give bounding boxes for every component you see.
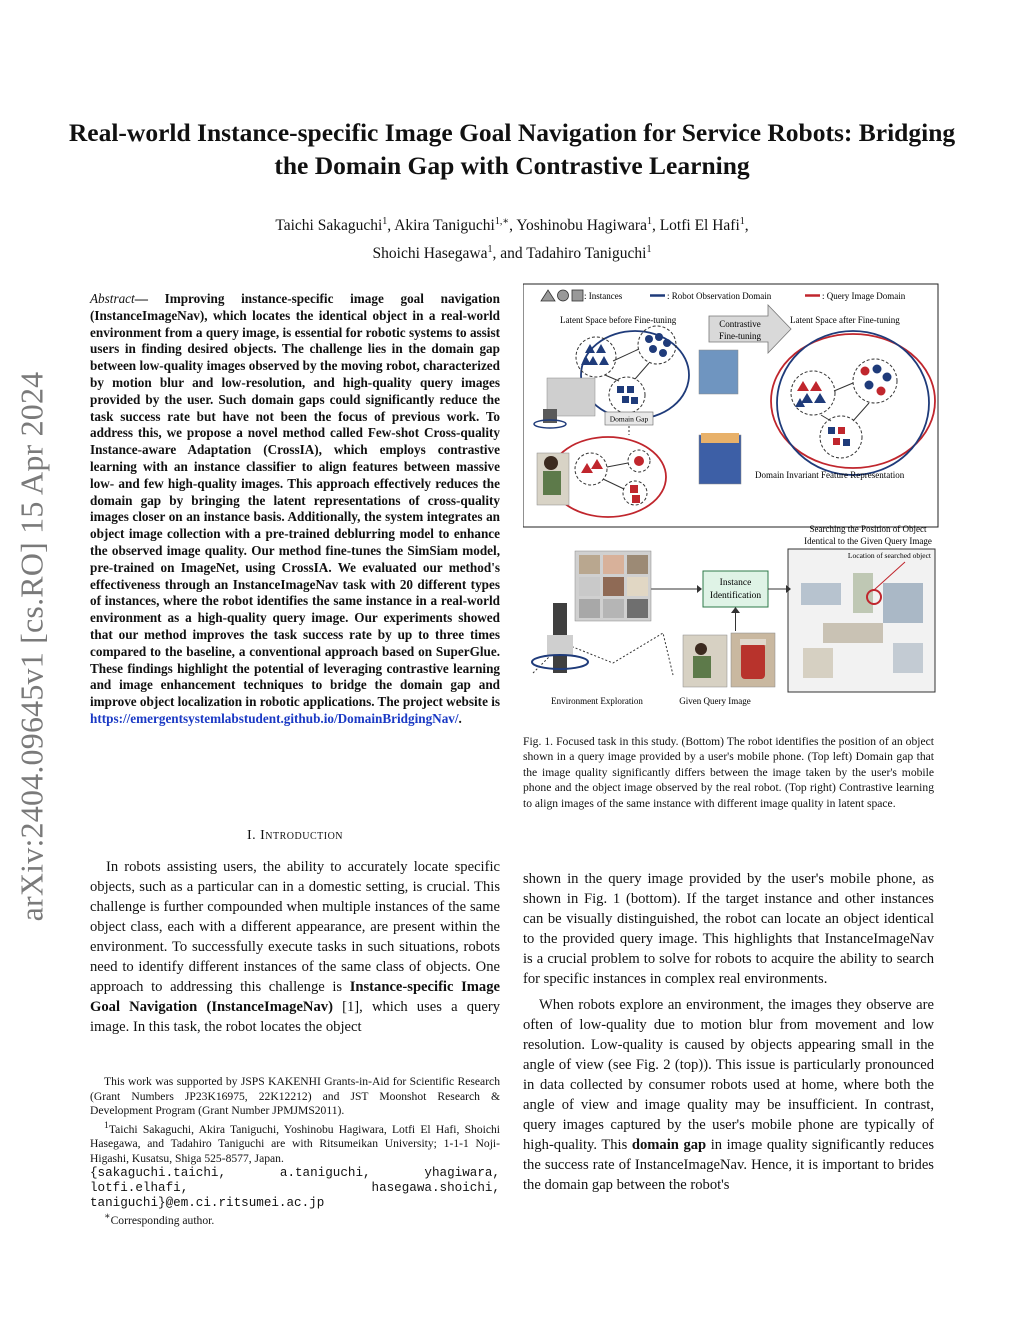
author-affiliation-marker: 1 — [739, 216, 745, 227]
legend-triangle-icon — [541, 290, 555, 301]
explore-to-id-arrowhead — [697, 585, 702, 593]
searching-label-2: Identical to the Given Query Image — [804, 536, 932, 546]
abstract-body: — Improving instance-specific image goal navigation (InstanceImageNav), which locates the identical object in a real-world environment from a query image, is essential for robotic systems to assist users in finding desired objects. The challenge lies in the domain gap between low-quality images observed by the moving robot, characterized by motion blur and low-resolution, and high-quality query images provided by the user. Such domain gaps could significantly reduce the task success rate but have not been the focus of previous work. To address this, we propose a novel method called Few-shot Cross-quality Instance-aware Adaptation (CrossIA), which employs contrastive learning with an instance classifier to align features between massive low- and few high-quality images. This approach effectively reduces the domain gap by bringing the latent representations of cross-quality images closer on an instance basis. Additionally, the system integrates an object image collection with a pre-trained deblurring model to enhance the observed image quality. Our method fine-tunes the SimSiam model, pre-trained on ImageNet, using CrossIA. We evaluated our method's effectiveness through an InstanceImageNav task with 20 different types of instances, where the robot identifies the same instance in a real-world environment as a high-quality query image. Our experiments showed that our method improves the task success rate by up to three times compared to the baseline, a conventional approach based on SuperGlue. These findings highlight the potential of leveraging contrastive learning and image enhancement techniques to bridge the domain gap and improve object localization in robotic applications. The project website is — [90, 291, 501, 710]
author-affiliation-marker: 1 — [487, 244, 493, 256]
right-p2-part-1: When robots explore an environment, the images they observe are often of low-quality due to motion blur from movement and low resolution. Low-quality is caused by objects appearing small in the angle of view (see Fig. 2 (top)). This issue is particularly pronounced in data collected by consumer robots used at home, where both the angle of view and image quality may be insufficient. In contrast, query images captured by the user's mobile phone are typically of high-quality. This — [523, 997, 934, 1153]
instance-clusters-aligned — [791, 359, 897, 458]
section-heading-text: I. Introduction — [246, 828, 344, 843]
footnote-corresponding-marker: ∗ — [104, 1211, 111, 1223]
author-list — [150, 210, 874, 266]
user-body-icon — [543, 471, 561, 495]
footnote-corresponding — [90, 1210, 500, 1228]
query-image-photos — [683, 633, 775, 687]
abstract — [90, 291, 500, 728]
instance-id-label-2: Identification — [709, 591, 762, 601]
legend-robot-label: : Robot Observation Domain — [667, 291, 772, 301]
project-website-link[interactable]: https://emergentsystemlabstudent.github.io/DomainBridgingNav/ — [90, 710, 459, 726]
given-query-label: Given Query Image — [679, 696, 751, 706]
instance-clusters-query — [575, 450, 650, 505]
author-name: Yoshinobu Hagiwara — [516, 217, 647, 235]
intro-text-part-2: [1], which uses a query image. In this task, the robot locates the object — [90, 999, 500, 1035]
legend-instances-label: : Instances — [584, 291, 623, 301]
figure-1 — [523, 283, 940, 713]
footnotes — [90, 1075, 500, 1229]
user-head-icon — [544, 456, 558, 470]
query-image-lid — [701, 433, 739, 443]
author-affiliation-marker: 1 — [382, 216, 388, 227]
introduction-paragraph — [90, 857, 500, 1037]
right-column-text — [523, 869, 934, 1201]
author-name: and Tadahiro Taniguchi — [500, 245, 647, 263]
right-paragraph-1: shown in the query image provided by the user's mobile phone, as shown in Fig. 1 (bottom). If the target instance and other instances can be visually distinguished, the robot can locate an object identical to the provided query image. This highlights that InstanceImageNav is a crucial problem to solve for robots to acquire the ability to search for specific instances in complex real environments. — [523, 871, 934, 987]
legend-circle-icon — [558, 290, 569, 301]
contrastive-label-1: Contrastive — [719, 319, 761, 329]
abstract-label: Abstract — [90, 291, 135, 306]
abstract-period: . — [458, 710, 462, 726]
arxiv-stamp — [12, 350, 52, 945]
right-p2-bold: domain gap — [631, 1137, 707, 1153]
contrastive-arrow — [709, 305, 791, 353]
author-name: Taichi Sakaguchi — [275, 217, 383, 235]
domain-gap-label: Domain Gap — [609, 414, 649, 424]
author-name: Shoichi Hasegawa — [372, 245, 488, 263]
footnote-affiliation-text: Taichi Sakaguchi, Akira Taniguchi, Yoshinobu Hagiwara, Lotfi El Hafi, Shoichi Hasegawa, and Tadahiro Taniguchi are with Ritsumeikan University; 1-1-1 Noji-Higashi, Kusatsu, Shiga 525-8577, Japan. — [90, 1122, 500, 1165]
intro-text-part-1: In robots assisting users, the ability to accurately locate specific objects, such as a particular can in a domestic setting, is crucial. This challenge is further compounded when multiple instances of the same object class, each with a different appearance, are present within the environment. To successfully execute tasks in such situations, robots need to identify different instances of the same class of objects. One approach to addressing this challenge is — [90, 859, 500, 995]
author-affiliation-marker: 1 — [646, 244, 652, 256]
figure-caption: Fig. 1. Focused task in this study. (Bottom) The robot identifies the position of an object shown in a query image provided by a user's mobile phone. (Top left) Domain gap that the image quality significantly differs between the image taken by the user's mobile phone and the object image observed by the real robot. (Top right) Contrastive learning to align images of the same instance with different image quality in latent space. — [523, 735, 934, 810]
latent-before-label: Latent Space before Fine-tuning — [560, 315, 677, 325]
instance-identification-box — [703, 571, 768, 607]
domain-invariant-label: Domain Invariant Feature Representation — [755, 470, 905, 480]
paper-title: Real-world Instance-specific Image Goal Navigation for Service Robots: Bridging the Domain Gap with Contrastive Learning — [68, 118, 956, 180]
observed-images-grid — [575, 551, 651, 621]
author-line-2: Shoichi Hasegawa$^1$, and Tadahiro Taniguchi$^1$ — [372, 244, 652, 263]
legend-query-label: : Query Image Domain — [822, 291, 906, 301]
searching-label-1: Searching the Position of Object — [809, 524, 927, 534]
robot-observed-image — [699, 350, 738, 394]
right-paragraph-2 — [523, 995, 934, 1195]
latent-after-label: Latent Space after Fine-tuning — [790, 315, 900, 325]
footnote-affiliation — [90, 1119, 500, 1167]
author-affiliation-marker: 1 — [646, 216, 652, 227]
intro-bold-term: Instance-specific Image Goal Navigation (InstanceImageNav) — [90, 979, 500, 1015]
contrastive-label-2: Fine-tuning — [719, 331, 761, 341]
footnote-corresponding-text: Corresponding author. — [110, 1214, 215, 1228]
query-domain-ellipse-after — [771, 334, 935, 468]
author-affiliation-marker: 1,∗ — [494, 216, 510, 227]
robot-domain-ellipse-before — [581, 331, 689, 419]
footnote-affiliation-marker: 1 — [104, 1119, 109, 1131]
author-name: Akira Taniguchi — [394, 217, 495, 235]
author-line-1: Taichi Sakaguchi$^1$, Akira Taniguchi$^{1,∗}$, Yoshinobu Hagiwara$^1$, Lotfi El Hafi$^1$, — [275, 216, 749, 235]
instance-id-label-1: Instance — [719, 578, 752, 588]
query-to-id-arrowhead — [731, 607, 740, 613]
environment-exploration-label: Environment Exploration — [551, 696, 643, 706]
right-p2-part-2: in image quality significantly reduces the success rate of InstanceImageNav. Hence, it is important to brides the domain gap between the robot's — [523, 1137, 935, 1193]
footnote-emails: {sakaguchi.taichi, a.taniguchi, yhagiwara, lotfi.elhafi, hasegawa.shoichi, taniguchi}@em.ci.ritsumei.ac.jp — [90, 1166, 500, 1210]
section-heading-introduction — [90, 828, 500, 844]
author-name: Lotfi El Hafi — [659, 217, 740, 235]
location-label: Location of searched object — [847, 551, 931, 560]
legend-square-icon — [572, 290, 583, 301]
arxiv-identifier: arXiv:2404.09645v1 [cs.RO] 15 Apr 2024 — [13, 371, 50, 922]
footnote-funding: This work was supported by JSPS KAKENHI Grants-in-Aid for Scientific Research (Grant Numbers JP23K16975, 22K12212) and JST Moonshot Research & Development Program (Grant Number JPMJMS2011). — [90, 1075, 500, 1118]
